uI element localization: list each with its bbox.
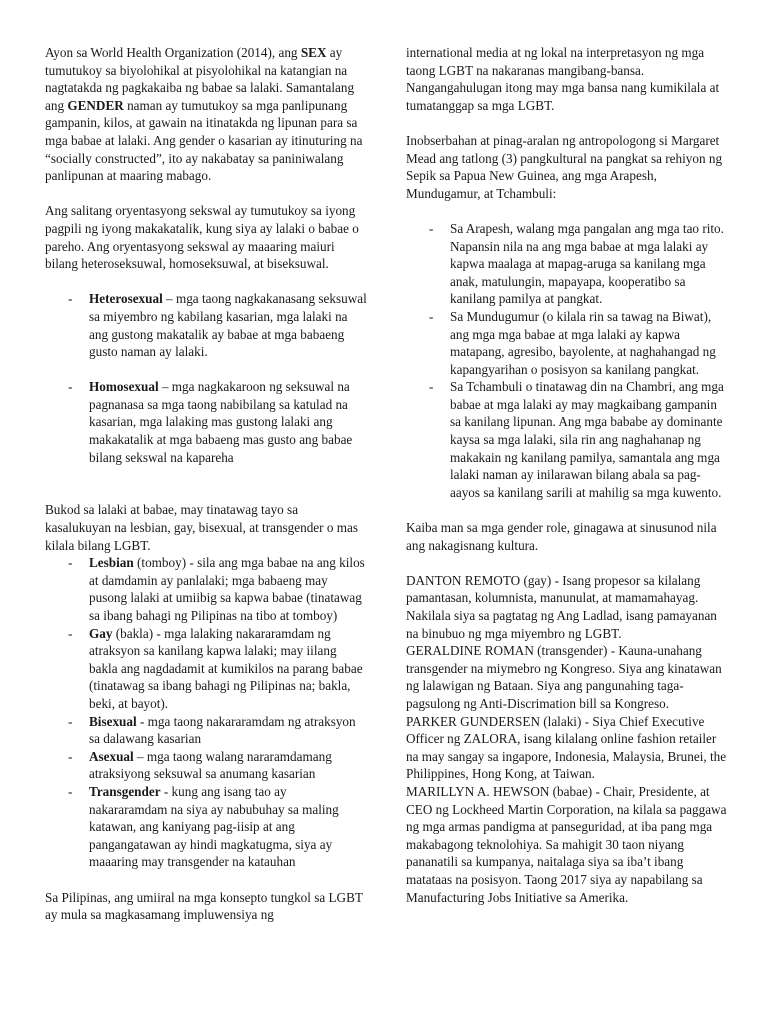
list-term: Asexual <box>89 748 134 764</box>
profile-gundersen: PARKER GUNDERSEN (lalaki) - Siya Chief Executive Officer ng ZALORA, isang kilalang online fashion retailer na may sangay sa ingapore, Indonesia, Malaysia, Brunei, the Philippines, Hong Kong, at Taiwan. <box>406 713 727 782</box>
bullet-dash: - <box>429 379 434 395</box>
list-definition: (bakla) - mga lalaking nakararamdam ng atraksyon sa kanilang kapwa lalaki; may iilang bakla ang nagdadamit at kumikilos na parang babae (tinatawag sa ibang bahagi ng Pilipinas na; bakla, beki, at bayot). <box>89 625 363 711</box>
list-item <box>45 290 367 360</box>
list-item <box>45 554 367 624</box>
list-definition: - kung ang isang tao ay nakararamdam na siya ay nabubuhay sa maling katawan, ang kaniyang pag-iisip at ang pangangatawan ay hindi magkatugma, siya ay maaaring may transgender na katauhan <box>89 783 339 870</box>
list-definition: – mga taong nagkakanasang seksuwal sa miyembro ng kabilang kasarian, mga lalaki na ang gustong makatalik ay babae at mga babaeng gusto naman ay lalaki. <box>89 291 367 360</box>
list-text: Sa Mundugumur (o kilala rin sa tawag na Biwat), ang mga mga babae at mga lalaki ay kapwa matapang, agresibo, bayolente, at naghahangad ng kapangyarihan o posisyon sa kanilang pangkat. <box>450 308 716 377</box>
list-text: Sa Arapesh, walang mga pangalan ang mga tao rito. Napansin nila na ang mga babae at mga lalaki ay kapwa maalaga at mapag-aruga sa kanilang mga anak, matulungin, mapayapa, kooperatibo sa kanilang pamilya at pangkat. <box>450 220 724 307</box>
list-term: Heterosexual <box>89 291 163 307</box>
list-text: Sa Tchambuli o tinatawag din na Chambri, ang mga babae at mga lalaki ay may magkaibang gampanin sa kanilang lipunan. Ang mga bababe ay dominante kaysa sa mga lalaki, sila rin ang naghahanap ng makakain ng kanilang pamilya, samantala ang mga lalaki naman ay inilarawan bilang abala sa pag-aayos sa kanilang sarili at mahilig sa mga kuwento. <box>450 379 724 500</box>
margaret-mead-paragraph: Inobserbahan at pinag-aralan ng antropologong si Margaret Mead ang tatlong (3) pangkultural na pangkat sa rehiyon ng Sepik sa Papua New Guinea, ang mga Arapesh, Mundugamur, at Tchambuli: <box>406 132 723 201</box>
list-term: Homosexual <box>89 379 159 395</box>
list-item <box>45 748 367 783</box>
bullet-dash: - <box>68 625 73 641</box>
text-run: naman ay tumutukoy sa mga panlipunang gampanin, kilos, at gawain na itinatakda ng lipunan para sa mga babae at lalaki. Ang gender o kasarian ay itinuturing na “socially constructed”, ito ay nakabatay sa paniniwalang panlipunan at maaring mabago. <box>45 97 363 184</box>
lgbt-list <box>45 554 367 871</box>
list-term: Bisexual <box>89 713 137 729</box>
gender-role-paragraph: Kaiba man sa mga gender role, ginagawa at sinusunod nila ang nakagisnang kultura. <box>406 520 717 553</box>
bullet-dash: - <box>68 713 73 729</box>
term-sex: SEX <box>300 45 327 60</box>
orientation-paragraph: Ang salitang oryentasyong sekswal ay tumutukoy sa iyong pagpili ng iyong makakatalik, kung siya ay lalaki o babae o pareho. Ang oryentasyong sekswal ay maaaring maiuri bilang heteroseksuwal, homoseksuwal, at biseksuwal. <box>45 203 359 272</box>
philippines-paragraph: Sa Pilipinas, ang umiiral na mga konsepto tungkol sa LGBT ay mula sa magkasamang impluwensiya ng <box>45 889 363 923</box>
orientation-list <box>45 290 367 466</box>
text-run: ay tumutukoy sa biyolohikal at pisyolohikal na katangian na nagtatakda ng pagkakaiba ng babae sa lalaki. Samantalang ang <box>45 45 355 113</box>
list-term: Lesbian <box>89 555 134 571</box>
list-item <box>45 625 367 713</box>
list-term: Transgender <box>89 783 161 799</box>
bullet-dash: - <box>429 308 434 324</box>
international-media-paragraph: international media at ng lokal na interpretasyon ng mga taong LGBT na nakaranas mangibang-bansa. Nangangahulugan itong may mga bansa nang kumikilala at tumatanggap sa mga LGBT. <box>406 45 720 113</box>
list-term: Gay <box>89 625 113 641</box>
list-item <box>406 220 728 308</box>
profile-remoto: DANTON REMOTO (gay) - Isang propesor sa kilalang pamantasan, kolumnista, manunulat, at mamamahayag. Nakilala siya sa pagtatag ng Ang Ladlad, isang pamayanan na binubuo ng mga miyembro ng LGBT. <box>406 572 717 641</box>
list-item <box>406 378 728 501</box>
right-column <box>406 44 728 906</box>
lgbt-intro-paragraph: Bukod sa lalaki at babae, may tinatawag tayo sa kasalukuyan na lesbian, gay, bisexual, at transgender o mas kilala bilang LGBT. <box>45 502 358 553</box>
bullet-dash: - <box>68 555 73 571</box>
list-item <box>45 378 367 466</box>
list-definition: – mga taong walang nararamdamang atraksiyong seksuwal sa anumang kasarian <box>89 748 332 782</box>
term-gender: GENDER <box>67 97 124 113</box>
text-run: Ayon sa World Health Organization (2014), ang <box>45 45 301 60</box>
profile-roman: GERALDINE ROMAN (transgender) - Kauna-unahang transgender na miymebro ng Kongreso. Siya ang kinatawan ng lalawigan ng Bataan. Siya ang pangunahing taga-pagsulong ng Anti-Discrimation bill sa Kongreso. <box>406 643 722 711</box>
list-item <box>406 308 728 378</box>
left-column <box>45 44 367 924</box>
list-definition: (tomboy) - sila ang mga babae na ang kilos at damdamin ay panlalaki; mga babaeng may pusong lalaki at umiibig sa kapwa babae (tinatawag sa ibang bahagi ng Pilipinas na tibo at tomboy) <box>89 555 365 623</box>
bullet-dash: - <box>68 291 73 307</box>
list-definition: – mga nagkakaroon ng seksuwal na pagnanasa sa mga taong nabibilang sa katulad na kasarian, mga lalaking mas gustong lalaki ang makakatalik at mga babaeng mas gusto ang babae bilang sekswal na kapareha <box>89 379 353 465</box>
list-item <box>45 783 367 871</box>
bullet-dash: - <box>68 783 73 799</box>
list-item <box>45 713 367 748</box>
sex-gender-paragraph <box>45 44 367 185</box>
list-definition: - mga taong nakararamdam ng atraksyon sa dalawang kasarian <box>89 713 356 747</box>
cultural-groups-list <box>406 220 728 502</box>
bullet-dash: - <box>429 220 434 236</box>
profile-hewson: MARILLYN A. HEWSON (babae) - Chair, Presidente, at CEO ng Lockheed Martin Corporation, na kilala sa paggawa ng mga armas pandigma at panseguridad, at iba pang mga makabagong teknolohiya. Sa mahigit 30 taon niyang pananatili sa kumpanya, naitalaga siya sa iba’t ibang matataas na posisyon. Taong 2017 siya ay napabilang sa Manufacturing Jobs Initiative sa Amerika. <box>406 783 727 905</box>
bullet-dash: - <box>68 748 73 764</box>
bullet-dash: - <box>68 379 73 395</box>
